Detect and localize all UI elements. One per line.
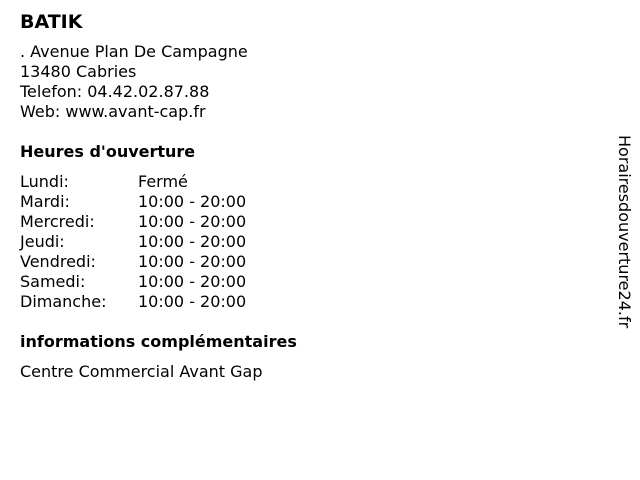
hours-day: Samedi:: [20, 272, 86, 291]
opening-hours-title: Heures d'ouverture: [20, 142, 196, 161]
hours-day: Lundi:: [20, 172, 69, 191]
website: Web: www.avant-cap.fr: [20, 102, 206, 121]
hours-row-monday: [20, 172, 580, 192]
hours-row-friday: [20, 252, 580, 272]
hours-day: Mercredi:: [20, 212, 95, 231]
hours-row-sunday: [20, 292, 580, 312]
hours-time: Fermé: [138, 172, 188, 191]
site-watermark: Horairesdouverture24.fr: [615, 135, 634, 329]
hours-row-wednesday: [20, 212, 580, 232]
hours-time: 10:00 - 20:00: [138, 252, 247, 271]
store-name: BATIK: [20, 11, 83, 33]
opening-hours-table: [20, 172, 580, 312]
address-city: 13480 Cabries: [20, 62, 137, 81]
store-details: [20, 10, 580, 382]
hours-day: Jeudi:: [20, 232, 65, 251]
hours-row-tuesday: [20, 192, 580, 212]
hours-time: 10:00 - 20:00: [138, 272, 247, 291]
hours-time: 10:00 - 20:00: [138, 192, 247, 211]
hours-day: Dimanche:: [20, 292, 107, 311]
hours-day: Vendredi:: [20, 252, 96, 271]
hours-time: 10:00 - 20:00: [138, 232, 247, 251]
additional-info-title: informations complémentaires: [20, 332, 297, 351]
additional-info-text: Centre Commercial Avant Gap: [20, 362, 263, 381]
address-street: . Avenue Plan De Campagne: [20, 42, 248, 61]
phone-number: Telefon: 04.42.02.87.88: [20, 82, 210, 101]
hours-time: 10:00 - 20:00: [138, 292, 247, 311]
hours-day: Mardi:: [20, 192, 70, 211]
hours-row-saturday: [20, 272, 580, 292]
hours-row-thursday: [20, 232, 580, 252]
hours-time: 10:00 - 20:00: [138, 212, 247, 231]
